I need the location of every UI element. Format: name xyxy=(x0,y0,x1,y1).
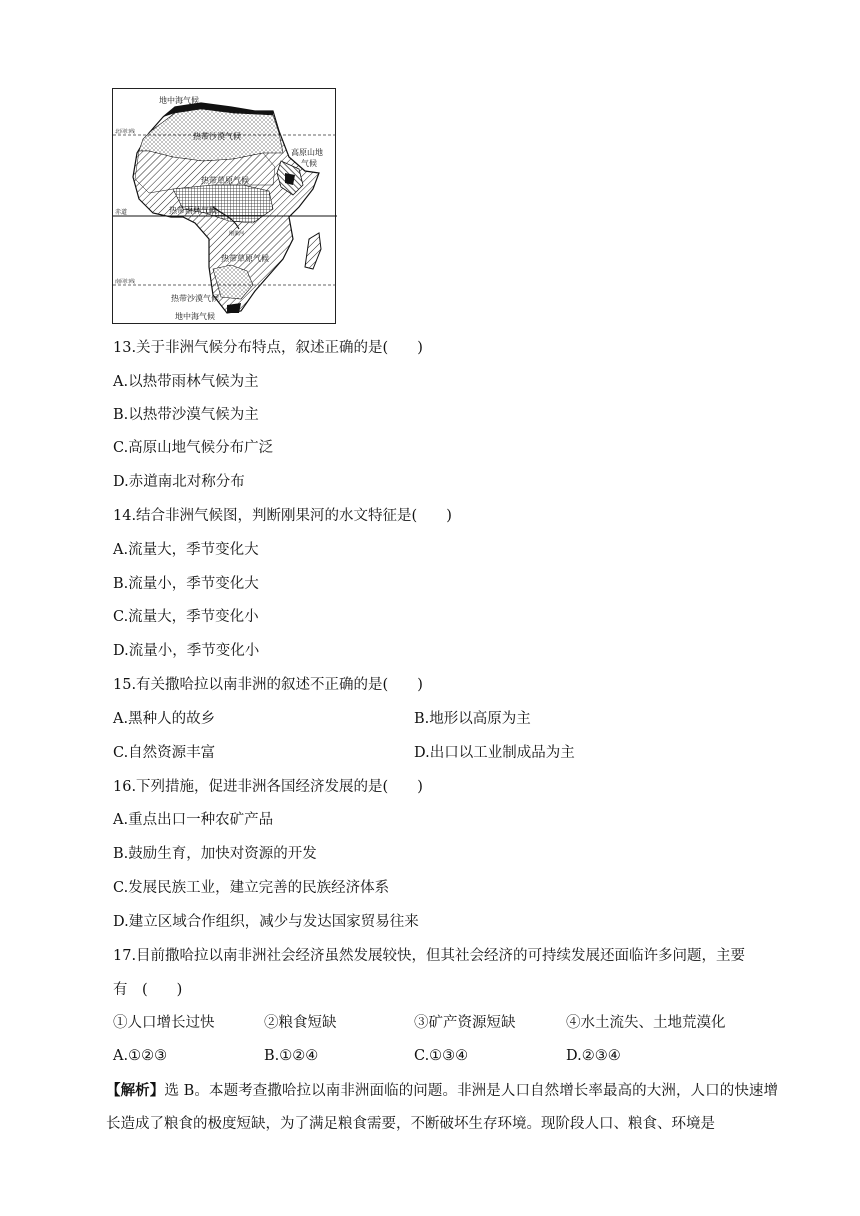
label-mediterranean-south: 地中海气候 xyxy=(175,312,215,321)
q15-option-a: A.黑种人的故乡 xyxy=(113,711,216,727)
q15-option-d: D.出口以工业制成品为主 xyxy=(414,745,575,761)
analysis-tag: 【解析】 xyxy=(106,1082,165,1099)
q14-stem: 14.结合非洲气候图，判断刚果河的水文特征是( ) xyxy=(113,508,452,524)
q15-stem: 15.有关撒哈拉以南非洲的叙述不正确的是( ) xyxy=(113,677,423,693)
q13-option-b: B.以热带沙漠气候为主 xyxy=(113,407,259,423)
label-tropic-north: 北回归线 xyxy=(115,129,136,135)
analysis-text: 选 B。本题考查撒哈拉以南非洲面临的问题。非洲是人口自然增长率最高的大洲，人口的快速增长造成了粮食的极度短缺，为了满足粮食需要，不断破坏生存环境。现阶段人口、粮食、环境是 xyxy=(106,1083,779,1132)
q13-stem: 13.关于非洲气候分布特点，叙述正确的是( ) xyxy=(113,340,423,356)
q16-stem: 16.下列措施，促进非洲各国经济发展的是( ) xyxy=(113,779,423,795)
label-congo-river: 刚果河 xyxy=(229,231,245,237)
madagascar xyxy=(305,233,321,269)
q14-option-a: A.流量大，季节变化大 xyxy=(113,542,259,558)
q15-option-b: B.地形以高原为主 xyxy=(414,711,531,727)
q16-option-b: B.鼓励生育，加快对资源的开发 xyxy=(113,846,317,862)
q16-option-c: C.发展民族工业，建立完善的民族经济体系 xyxy=(113,880,390,896)
q17-option-c: C.①③④ xyxy=(414,1048,469,1064)
q16-option-a: A.重点出口一种农矿产品 xyxy=(113,812,274,828)
label-savanna-north: 热带草原气候 xyxy=(201,176,249,185)
map-drawing xyxy=(113,89,337,325)
q17-option-a: A.①②③ xyxy=(113,1048,168,1064)
label-mediterranean-north: 地中海气候 xyxy=(159,96,199,105)
q17-option-b: B.①②④ xyxy=(264,1048,319,1064)
q17-item-2: ②粮食短缺 xyxy=(264,1015,337,1031)
q17-stem-line1: 17.目前撒哈拉以南非洲社会经济虽然发展较快，但其社会经济的可持续发展还面临许多问题，主要 xyxy=(113,948,746,964)
label-desert-north: 热带沙漠气候 xyxy=(193,132,241,141)
label-desert-south: 热带沙漠气候 xyxy=(171,294,219,303)
label-equator: 赤道 xyxy=(115,209,128,216)
q13-option-c: C.高原山地气候分布广泛 xyxy=(113,440,274,456)
label-highland-2: 气候 xyxy=(301,159,317,168)
q14-option-c: C.流量大，季节变化小 xyxy=(113,609,259,625)
q15-option-c: C.自然资源丰富 xyxy=(113,745,216,761)
q16-option-d: D.建立区域合作组织，减少与发达国家贸易往来 xyxy=(113,914,419,930)
q13-option-a: A.以热带雨林气候为主 xyxy=(113,374,259,390)
q14-option-b: B.流量小，季节变化大 xyxy=(113,576,259,592)
label-rainforest: 热带雨林气候 xyxy=(169,206,217,215)
q17-item-4: ④水土流失、土地荒漠化 xyxy=(566,1015,726,1031)
label-tropic-south: 南回归线 xyxy=(115,279,136,285)
q14-option-d: D.流量小，季节变化小 xyxy=(113,643,260,659)
label-highland-1: 高原山地 xyxy=(291,148,323,157)
q17-item-1: ①人口增长过快 xyxy=(113,1015,215,1031)
q17-stem-line2: 有 ( ) xyxy=(113,982,183,998)
q17-item-3: ③矿产资源短缺 xyxy=(414,1015,516,1031)
analysis-paragraph xyxy=(106,1074,778,1141)
q17-option-d: D.②③④ xyxy=(566,1048,621,1064)
africa-climate-map xyxy=(112,88,336,324)
label-savanna-south: 热带草原气候 xyxy=(221,254,269,263)
q13-option-d: D.赤道南北对称分布 xyxy=(113,474,245,490)
